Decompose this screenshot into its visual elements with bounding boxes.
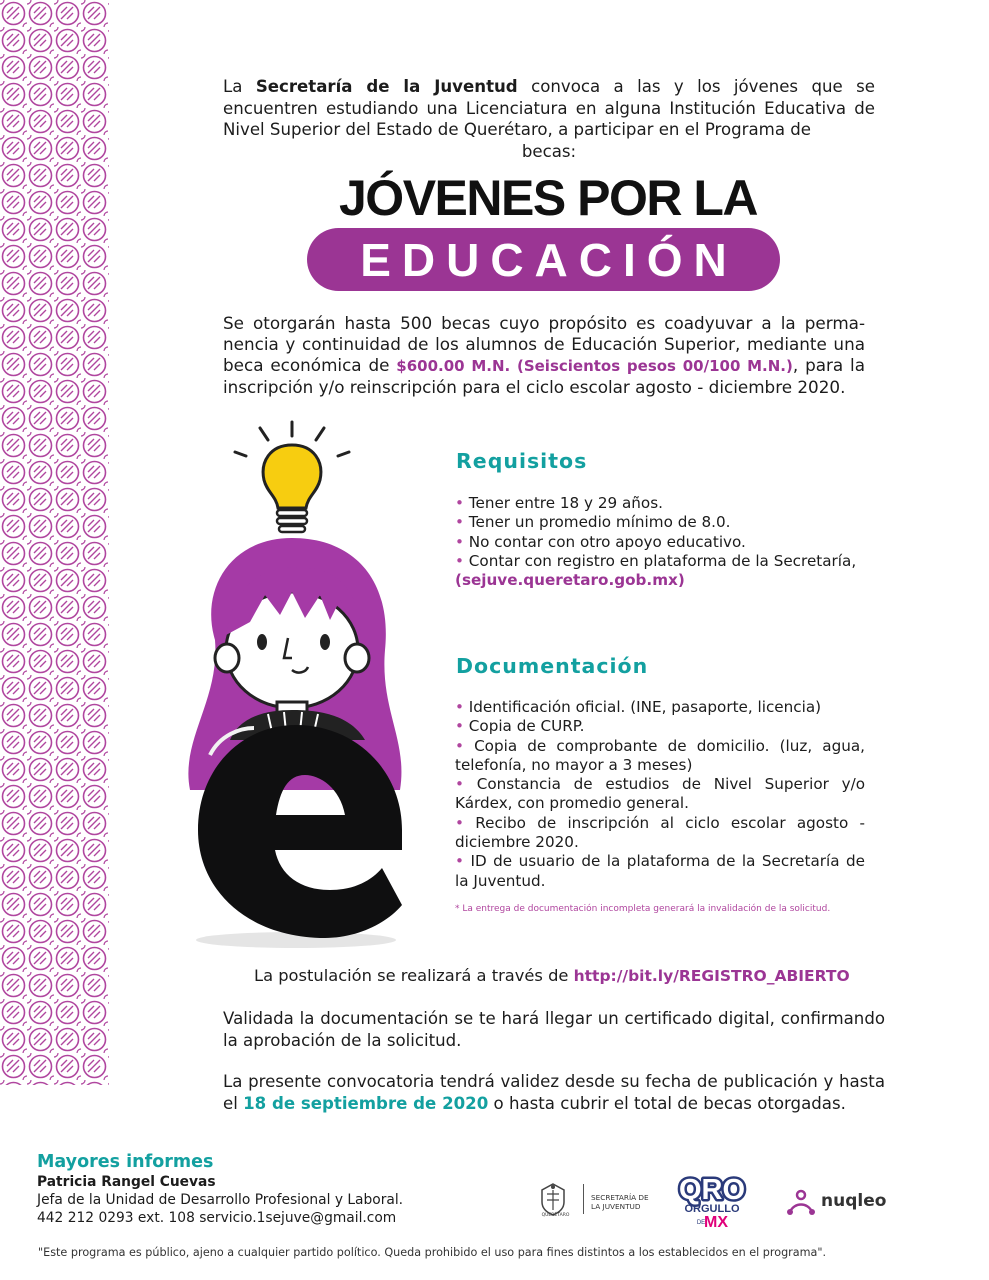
list-item: • ID de usuario de la plataforma de la Secretaría de la Juventud.: [455, 852, 866, 890]
list-item: • Identificación oficial. (INE, pasaporte, licencia): [455, 698, 822, 716]
list-item: • Tener un promedio mínimo de 8.0.: [455, 513, 731, 532]
crest-label: QUERÉTARO: [541, 1213, 570, 1218]
lightbulb-icon: [235, 422, 349, 532]
postulacion-line: La postulación se realizará a través de http://bit.ly/REGISTRO_ABIERTO: [254, 966, 850, 985]
letter-e-icon: [196, 725, 402, 948]
documentacion-list: [455, 698, 865, 891]
grant-paragraph: Se otorgarán hasta 500 becas cuyo propósito es coadyuvar a la perma-nencia y continuidad de los alumnos de Educación Superior, mediante una beca económica de $600.00 M.N. (Seiscientos pesos 00/100 M.N.), para la inscripción y/o reinscripción para el ciclo escolar agosto - diciembre 2020.: [223, 313, 865, 397]
intro-paragraph: La Secretaría de la Juventud convoca a las y los jóvenes que se encuentren estudiando una Licenciatura en alguna Institución Educativa de Nivel Superior del Estado de Querétaro, a participar en el Programa de becas:: [223, 77, 875, 161]
contact-name: Patricia Rangel Cuevas: [37, 1174, 216, 1190]
mx-text: MX: [704, 1214, 728, 1231]
validacion-paragraph: Validada la documentación se te hará llegar un certificado digital, confirmando la aprobación de la solicitud.: [223, 1009, 885, 1050]
list-item: • Contar con registro en plataforma de la Secretaría,: [455, 551, 857, 570]
orgullo-text: ORGULLO: [684, 1203, 740, 1215]
qro-orgullo-logo: [673, 1172, 751, 1234]
disclaimer: "Este programa es público, ajeno a cualquier partido político. Queda prohibido el uso para fines distintos a los establecidos en el programa".: [38, 1246, 827, 1259]
grant-amount: $600.00 M.N. (Seiscientos pesos 00/100 M.N.): [396, 357, 793, 375]
sejuve-logo-text: SECRETARÍA DE LA JUVENTUD: [591, 1193, 649, 1211]
list-item: • No contar con otro apoyo educativo.: [455, 532, 746, 551]
sejuve-logo: [528, 1180, 649, 1222]
requisitos-list: [455, 494, 865, 590]
contact-phone-email: 442 212 0293 ext. 108 servicio.1sejuve@gmail.com: [37, 1210, 397, 1226]
logo-divider: [583, 1184, 584, 1214]
org-name: Secretaría de la Juventud: [255, 77, 518, 96]
nuqleo-logo: [786, 1186, 886, 1220]
list-item: • Constancia de estudios de Nivel Superior y/o Kárdex, con promedio general.: [455, 775, 865, 813]
vigencia-paragraph: La presente convocatoria tendrá validez desde su fecha de publicación y hasta el 18 de septiembre de 2020 o hasta cubrir el total de becas otorgadas.: [223, 1072, 885, 1113]
nuqleo-icon: [786, 1188, 816, 1218]
incomplete-note: * La entrega de documentación incompleta generará la invalidación de la solicitud.: [455, 904, 831, 914]
list-item: • Copia de CURP.: [455, 717, 585, 736]
de-text: DE: [696, 1220, 706, 1226]
title-line-2: EDUCACIÓN: [360, 233, 738, 286]
registro-link[interactable]: http://bit.ly/REGISTRO_ABIERTO: [573, 967, 850, 985]
list-item: • Copia de comprobante de domicilio. (luz, agua, telefonía, no mayor a 3 meses): [455, 736, 865, 774]
deadline-date: 18 de septiembre de 2020: [243, 1093, 489, 1113]
qro-text: QRO: [678, 1174, 746, 1206]
list-item: • Tener entre 18 y 29 años.: [455, 494, 663, 512]
decorative-pattern: [0, 0, 109, 1085]
contact-title: Mayores informes: [37, 1152, 214, 1172]
requisitos-heading: Requisitos: [456, 449, 588, 473]
title-pill: [307, 228, 780, 291]
title-line-1: JÓVENES POR LA: [339, 170, 757, 226]
nuqleo-text: nuqleo: [821, 1191, 887, 1211]
documentacion-heading: Documentación: [456, 654, 649, 678]
girl-illustration: [180, 410, 440, 950]
contact-role: Jefa de la Unidad de Desarrollo Profesional y Laboral.: [37, 1192, 404, 1208]
list-item: • Recibo de inscripción al ciclo escolar agosto -diciembre 2020.: [455, 813, 865, 852]
sejuve-link[interactable]: (sejuve.queretaro.gob.mx): [455, 571, 685, 590]
